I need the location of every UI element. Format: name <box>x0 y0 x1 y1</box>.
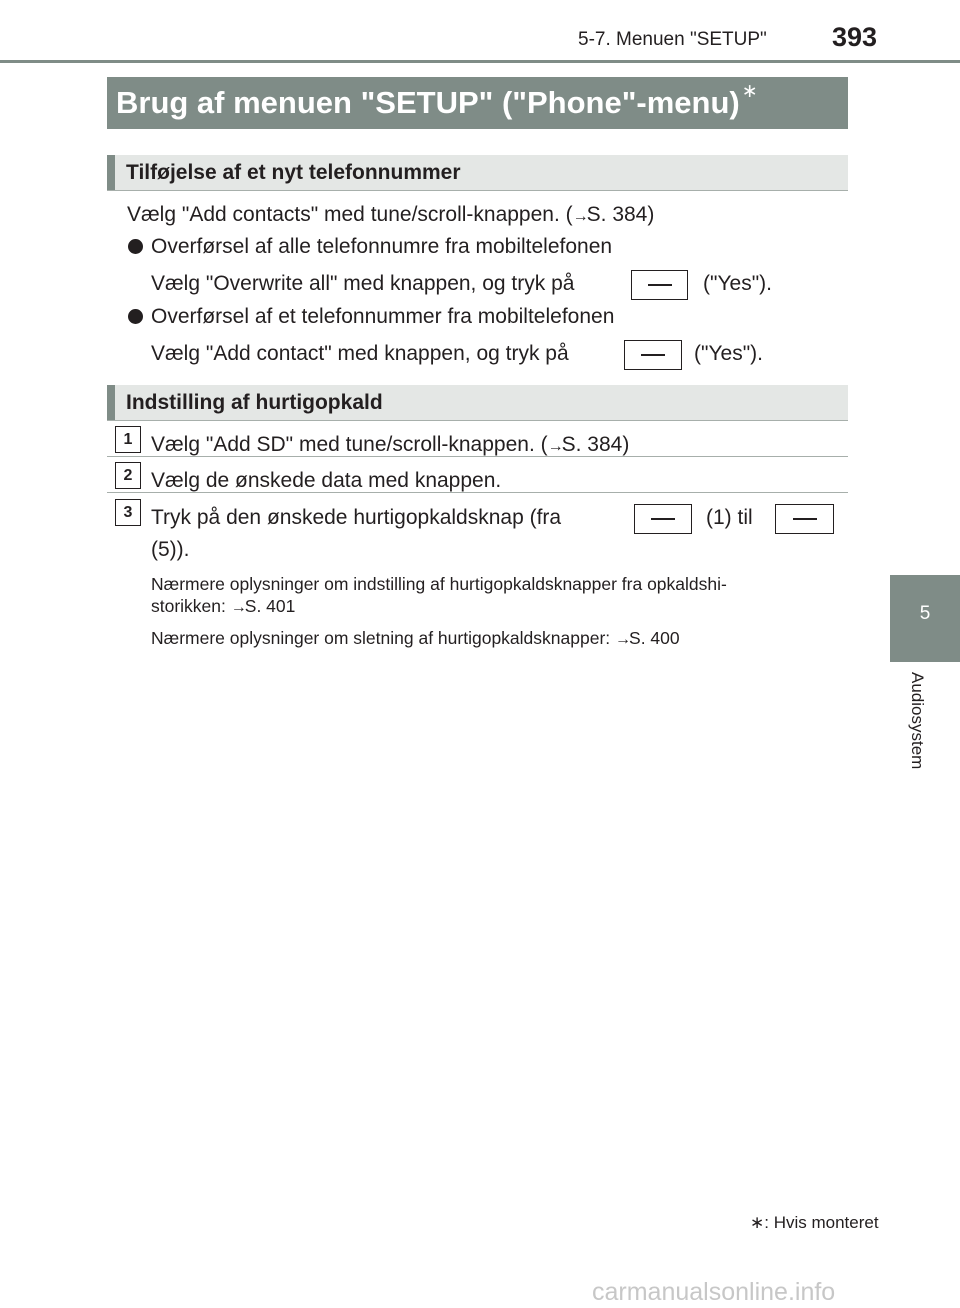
step-number-badge: 2 <box>115 462 141 489</box>
bullet2-text-before: Vælg "Add contact" med knappen, og tryk på <box>151 342 569 365</box>
intro-text-before: Vælg "Add contacts" med tune/scroll-knappen. ( <box>127 203 573 226</box>
speed-dial-button-icon <box>634 504 692 534</box>
arrow-icon: → <box>615 631 630 648</box>
speed-dial-button-icon <box>775 504 834 534</box>
bullet1-heading: Overførsel af alle telefonnumre fra mobiltelefonen <box>151 235 613 258</box>
step3-text-b: (1) til <box>706 506 753 529</box>
bullet2-heading: Overførsel af et telefonnummer fra mobiltelefonen <box>151 305 615 328</box>
watermark: carmanualsonline.info <box>592 1278 836 1306</box>
section-divider <box>107 420 848 421</box>
step-divider <box>107 456 848 457</box>
step-number-badge: 3 <box>115 499 141 526</box>
step3-text-a: Tryk på den ønskede hurtigopkaldsknap (fra <box>151 506 562 529</box>
step1-text-before: Vælg "Add SD" med tune/scroll-knappen. ( <box>151 433 548 456</box>
step2-text: Vælg de ønskede data med knappen. <box>151 469 502 492</box>
step-number-badge: 1 <box>115 426 141 453</box>
header-divider <box>0 60 960 63</box>
arrow-icon: → <box>572 208 587 225</box>
note1-line2 <box>151 596 295 617</box>
step1-text <box>151 433 629 457</box>
bullet-icon <box>128 309 143 324</box>
page-title <box>107 77 848 129</box>
arrow-icon: → <box>547 438 562 455</box>
page-title-text: Brug af menuen "SETUP" ("Phone"-menu) <box>116 85 740 120</box>
note2-text: Nærmere oplysninger om sletning af hurtigopkaldsknapper: <box>151 628 611 648</box>
yes-button-icon <box>624 340 682 370</box>
chapter-label: Audiosystem <box>908 672 927 770</box>
intro-text <box>127 203 654 227</box>
bullet-icon <box>128 239 143 254</box>
note1-page-ref[interactable]: S. 401 <box>244 596 296 616</box>
section-title: 5-7. Menuen "SETUP" <box>578 29 767 50</box>
page-number: 393 <box>832 22 878 52</box>
optional-marker: ∗ <box>741 81 758 102</box>
bullet2-text-after: ("Yes"). <box>694 342 763 365</box>
step3-text-line2: (5)). <box>151 538 190 561</box>
footnote-marker: ∗ <box>750 1213 765 1232</box>
note1-line2-text: storikken: <box>151 596 226 616</box>
note1-line1: Nærmere oplysninger om indstilling af hurtigopkaldsknapper fra opkaldshi- <box>151 574 727 594</box>
section-divider <box>107 190 848 191</box>
note2-page-ref[interactable]: S. 400 <box>629 628 680 648</box>
yes-button-icon <box>631 270 688 300</box>
footnote <box>750 1213 879 1233</box>
note2 <box>151 628 680 649</box>
section-heading-add-number: Tilføjelse af et nyt telefonnummer <box>107 155 848 191</box>
step1-page-ref[interactable]: S. 384) <box>561 433 630 456</box>
footnote-text: : Hvis monteret <box>764 1213 879 1232</box>
intro-page-ref[interactable]: S. 384) <box>586 203 655 226</box>
step-divider <box>107 492 848 493</box>
section-heading-speed-dial: Indstilling af hurtigopkald <box>107 385 848 421</box>
bullet1-text-after: ("Yes"). <box>703 272 772 295</box>
bullet1-text-before: Vælg "Overwrite all" med knappen, og tryk på <box>151 272 575 295</box>
arrow-icon: → <box>230 599 245 616</box>
chapter-number: 5 <box>919 603 931 624</box>
